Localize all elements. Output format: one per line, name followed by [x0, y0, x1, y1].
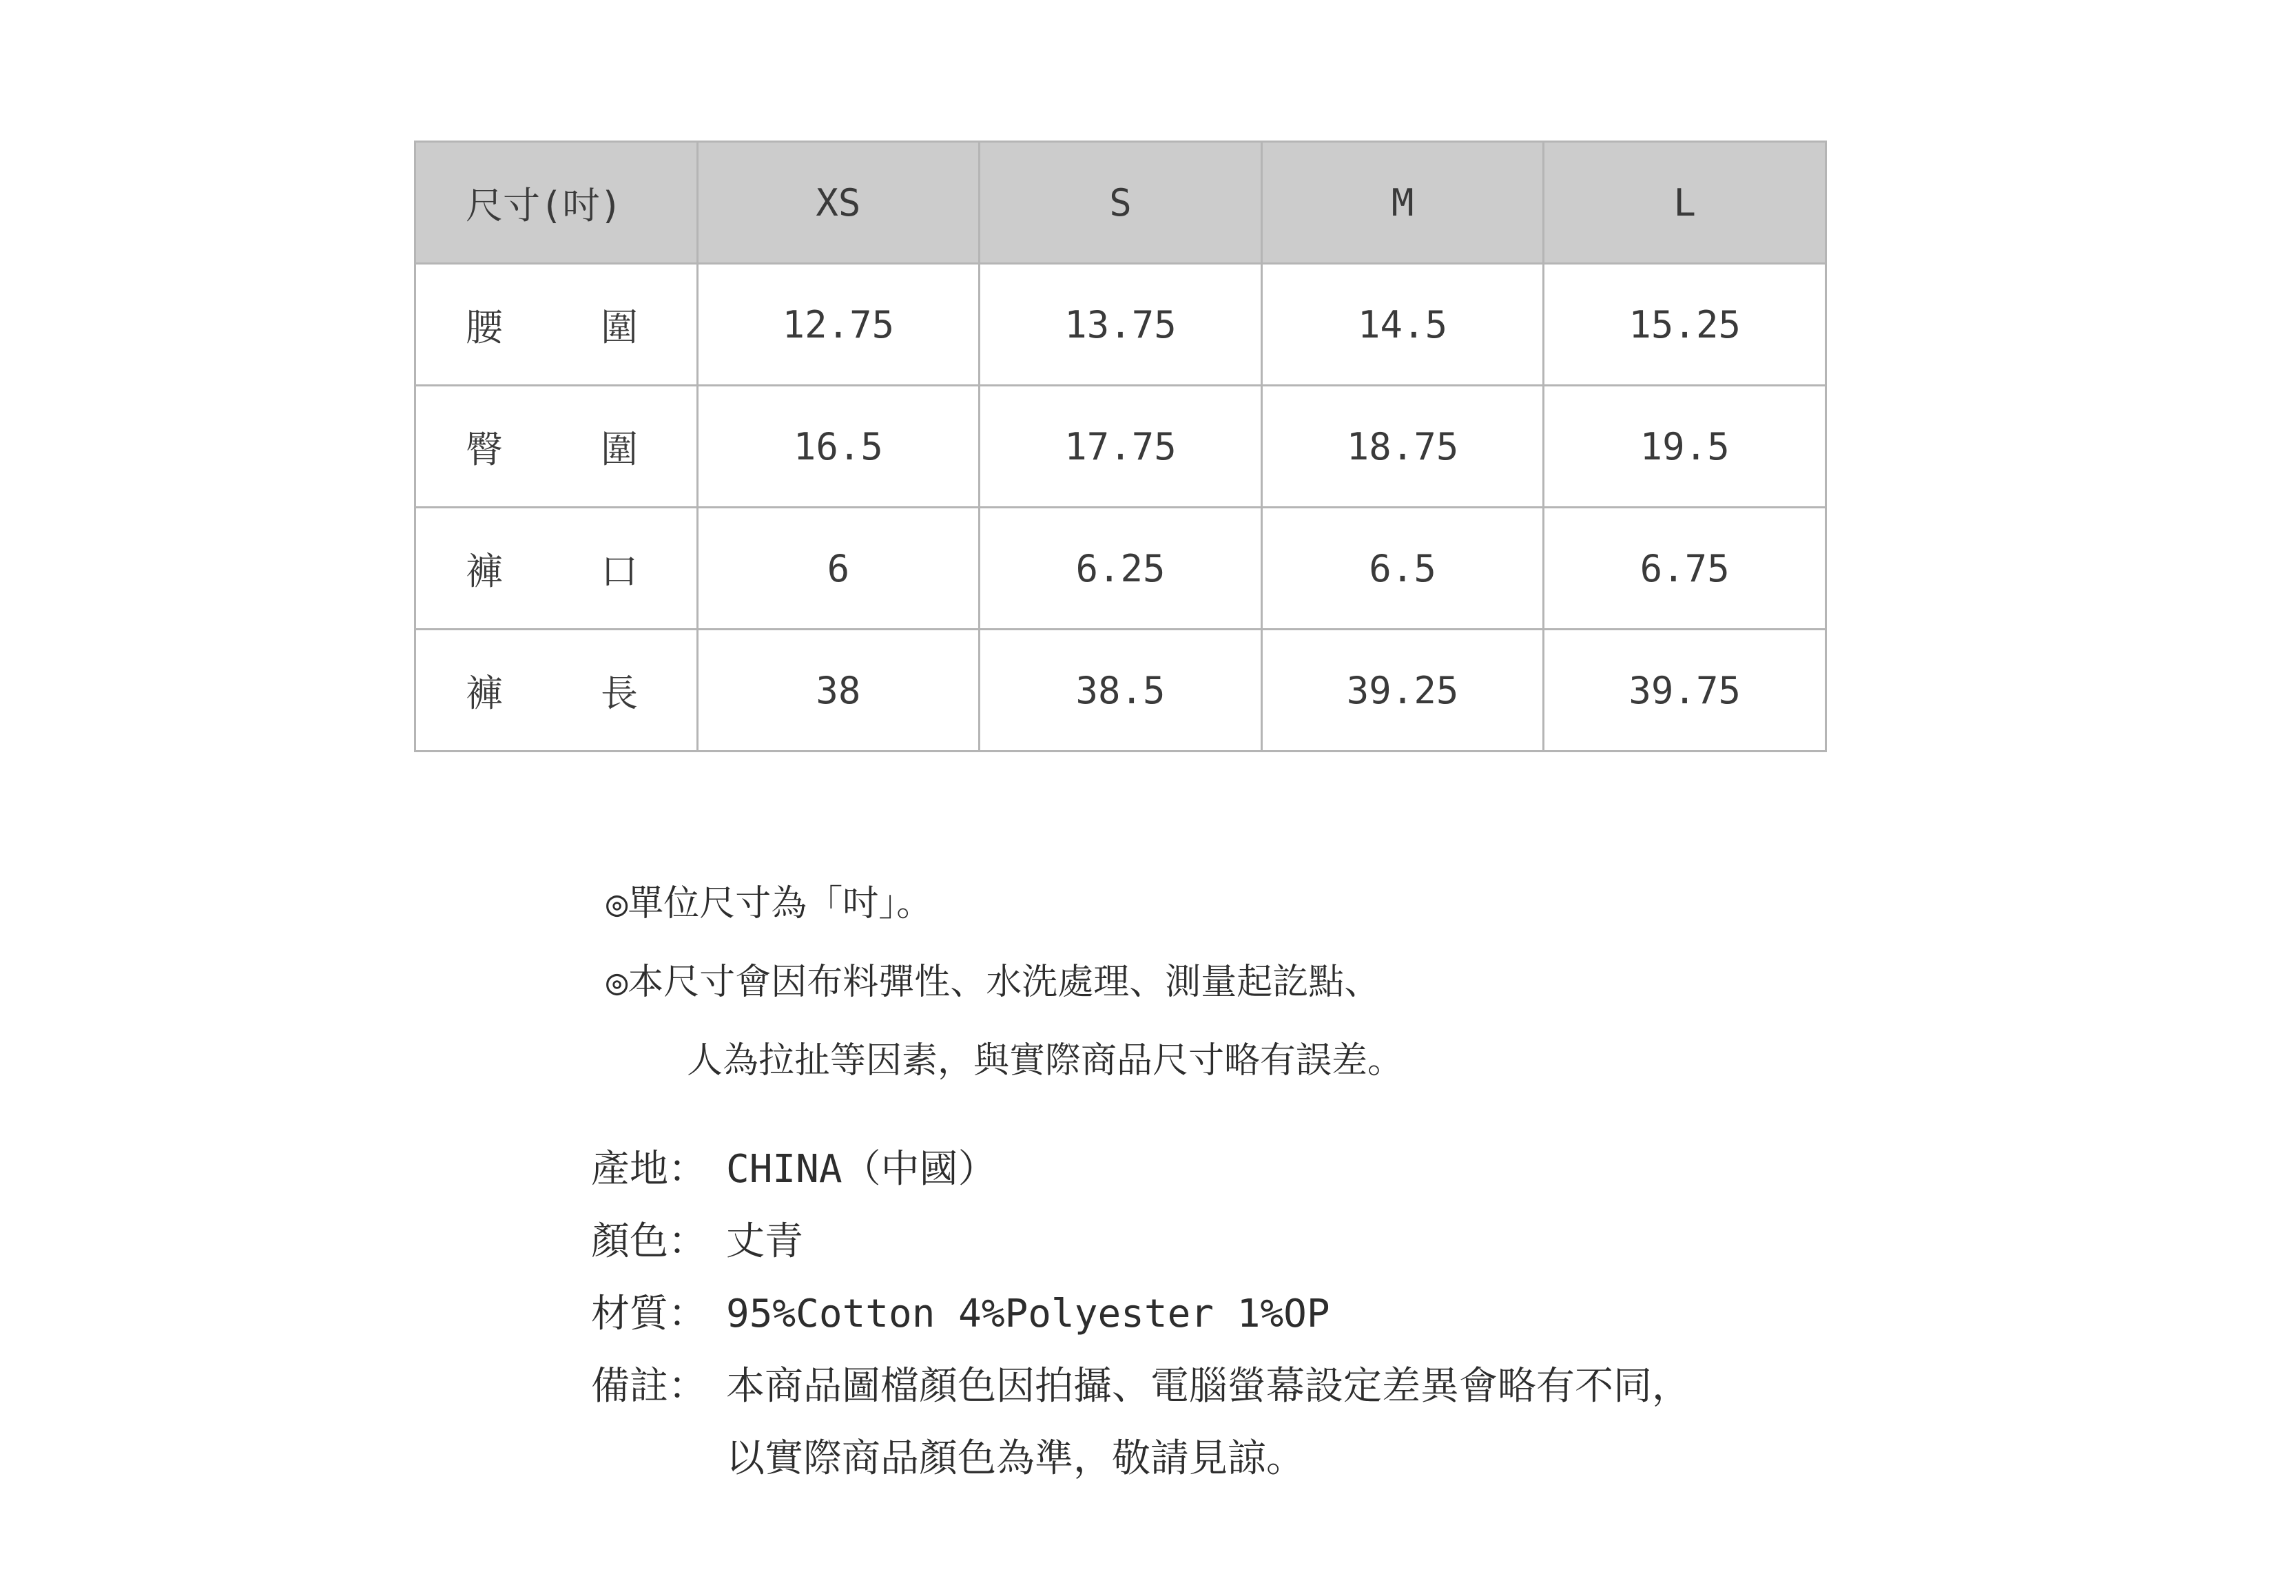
color-value: 丈青 — [726, 1219, 803, 1264]
color-row — [591, 1205, 1690, 1278]
table-row-leg-opening — [415, 508, 1826, 630]
header-size-m: M — [1261, 142, 1544, 264]
material-label: 材質： — [591, 1292, 707, 1336]
row-label-right: 口 — [601, 549, 638, 593]
product-info — [591, 1133, 1690, 1495]
color-label: 顏色： — [591, 1219, 707, 1264]
header-size-unit: 尺寸(吋) — [415, 142, 698, 264]
row-label-left: 褲 — [466, 671, 503, 715]
material-row — [591, 1278, 1690, 1350]
origin-row — [591, 1133, 1690, 1205]
remark-value-cont: 以實際商品顏色為準，敬請見諒。 — [726, 1436, 1305, 1481]
row-label-left: 褲 — [466, 549, 503, 593]
note-unit: ◎單位尺寸為「吋」。 — [606, 883, 933, 924]
header-size-xs: XS — [697, 142, 980, 264]
table-row-hip — [415, 386, 1826, 508]
header-size-l: L — [1544, 142, 1826, 264]
note-tolerance-cont: 人為拉扯等因素，與實際商品尺寸略有誤差。 — [687, 1040, 1404, 1081]
table-cell: 6.75 — [1544, 508, 1826, 630]
row-label — [415, 508, 698, 630]
origin-label: 產地： — [591, 1147, 707, 1192]
table-row-waist — [415, 264, 1826, 386]
row-label-right: 長 — [601, 671, 638, 715]
origin-value: CHINA（中國） — [726, 1147, 997, 1192]
table-cell: 6.25 — [980, 508, 1262, 630]
size-table — [414, 141, 1827, 752]
table-cell: 15.25 — [1544, 264, 1826, 386]
table-cell: 39.25 — [1261, 630, 1544, 752]
row-label-left: 腰 — [466, 305, 503, 349]
note-tolerance: ◎本尺寸會因布料彈性、水洗處理、測量起訖點、 — [606, 962, 1380, 1003]
table-cell: 38 — [697, 630, 980, 752]
row-label-right: 圍 — [601, 427, 638, 471]
row-label-left: 臀 — [466, 427, 503, 471]
row-label — [415, 264, 698, 386]
table-row-length — [415, 630, 1826, 752]
table-cell: 13.75 — [980, 264, 1262, 386]
table-cell: 16.5 — [697, 386, 980, 508]
row-label — [415, 630, 698, 752]
remark-row — [591, 1350, 1690, 1422]
table-cell: 17.75 — [980, 386, 1262, 508]
material-value: 95%Cotton 4%Polyester 1%OP — [726, 1292, 1330, 1336]
measurement-notes — [606, 864, 1403, 1100]
row-label-right: 圍 — [601, 305, 638, 349]
table-cell: 18.75 — [1261, 386, 1544, 508]
remark-label: 備註： — [591, 1364, 707, 1409]
table-cell: 6.5 — [1261, 508, 1544, 630]
header-size-s: S — [980, 142, 1262, 264]
table-cell: 6 — [697, 508, 980, 630]
size-table-header-row — [415, 142, 1826, 264]
remark-value: 本商品圖檔顏色因拍攝、電腦螢幕設定差異會略有不同， — [726, 1364, 1690, 1409]
row-label — [415, 386, 698, 508]
table-cell: 14.5 — [1261, 264, 1544, 386]
table-cell: 12.75 — [697, 264, 980, 386]
table-cell: 39.75 — [1544, 630, 1826, 752]
table-cell: 38.5 — [980, 630, 1262, 752]
table-cell: 19.5 — [1544, 386, 1826, 508]
